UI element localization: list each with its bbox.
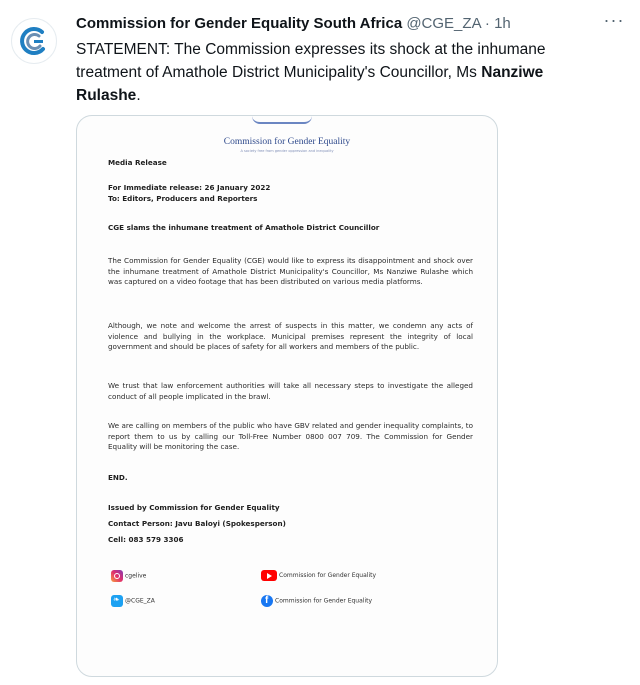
- letterhead-tagline: A society free from gender oppression and inequality: [240, 149, 334, 153]
- twitter-handle: @CGE_ZA: [125, 597, 155, 605]
- instagram-handle: cgelive: [125, 572, 147, 580]
- facebook-icon: [261, 595, 273, 607]
- release-headline: CGE slams the inhumane treatment of Amathole District Councillor: [108, 223, 380, 232]
- author-handle[interactable]: @CGE_ZA: [406, 15, 481, 32]
- media-release-label: Media Release: [108, 158, 167, 167]
- instagram-link: [111, 570, 146, 583]
- youtube-link: [261, 570, 376, 582]
- paragraph-1: The Commission for Gender Equality (CGE) would like to express its disappointment and shock over the inhumane treatment of Amathole District Municipality's Councillor, Ms Nanziwe Rulashe which was captured on a video footage that has been distributed on various media platforms.: [108, 256, 473, 286]
- tweet-text-bold: Nanziwe Rulashe: [76, 64, 544, 104]
- letterhead-arc: [252, 116, 312, 124]
- contact-person: Contact Person: Javu Baloyi (Spokesperson): [108, 519, 286, 528]
- separator-dot: ·: [484, 15, 490, 32]
- instagram-icon: [111, 570, 123, 582]
- issued-by: Issued by Commission for Gender Equality: [108, 503, 280, 512]
- end-marker: END.: [108, 473, 128, 482]
- paragraph-4: We are calling on members of the public who have GBV related and gender inequality complaints, to report them to us by calling our Toll-Free Number 0800 007 709. The Commission for Gender Equality will be monitoring the case.: [108, 421, 473, 451]
- tweet-text: [76, 38, 606, 107]
- paragraph-3: We trust that law enforcement authorities will take all necessary steps to investigate the alleged conduct of all people implicated in the brawl.: [108, 381, 473, 401]
- twitter-link: [111, 595, 155, 608]
- facebook-link: [261, 595, 372, 608]
- tweet-header: [76, 14, 511, 34]
- paragraph-2: Although, we note and welcome the arrest of suspects in this matter, we condemn any acts of violence and bullying in the workplace. Municipal premises represent the integrity of local government and should be places of safety for all workers and members of the public.: [108, 321, 473, 351]
- tweet-text-part: STATEMENT: The Commission expresses its shock at the inhumane treatment of Amathole District Municipality's Councillor, Ms: [76, 41, 546, 81]
- facebook-page: Commission for Gender Equality: [275, 597, 373, 605]
- more-horizontal-icon[interactable]: ···: [603, 10, 625, 30]
- letterhead-org-name: Commission for Gender Equality: [223, 137, 351, 147]
- author-name[interactable]: Commission for Gender Equality South Africa: [76, 15, 403, 32]
- press-release-document: [77, 116, 497, 676]
- youtube-icon: [261, 570, 277, 581]
- immediate-release-line: For Immediate release: 26 January 2022: [108, 183, 271, 192]
- cell-number: Cell: 083 579 3306: [108, 535, 184, 544]
- tweet-media-image[interactable]: [76, 115, 498, 677]
- twitter-icon: [111, 595, 123, 607]
- tweet-text-end: .: [136, 87, 141, 104]
- avatar[interactable]: [11, 18, 57, 64]
- youtube-channel: Commission for Gender Equality: [279, 572, 377, 579]
- tweet-timestamp[interactable]: 1h: [494, 15, 511, 32]
- cge-logo-icon: [16, 23, 52, 59]
- to-line: To: Editors, Producers and Reporters: [108, 194, 258, 203]
